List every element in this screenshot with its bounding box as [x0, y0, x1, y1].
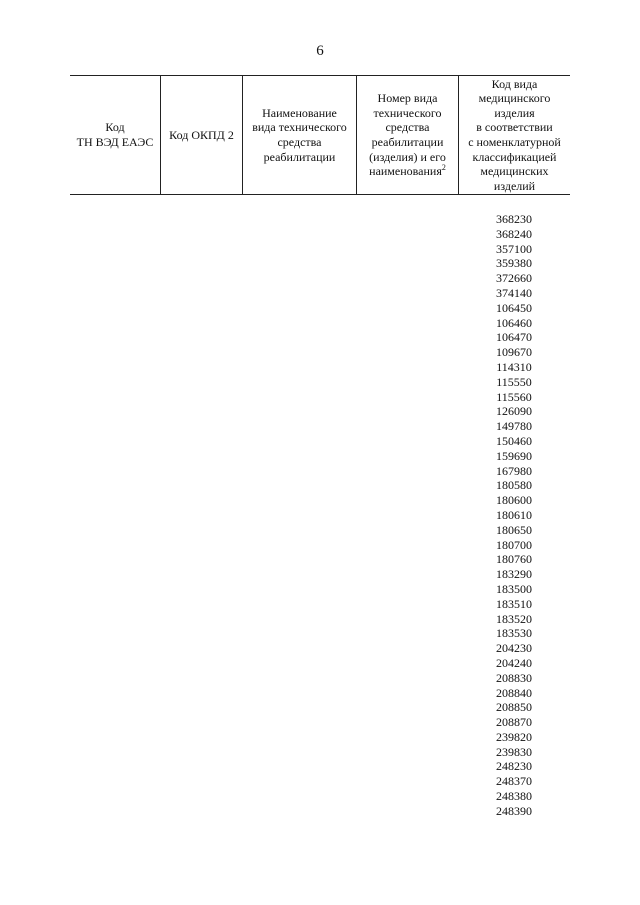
- header-tn-ved: [70, 76, 160, 194]
- medical-code: 357100: [496, 241, 532, 256]
- header-line: в соответствии: [476, 120, 553, 135]
- header-line: медицинских: [480, 164, 549, 179]
- header-line: классификацией: [472, 149, 557, 164]
- header-line: с номенклатурной: [468, 135, 561, 149]
- medical-code: 180580: [496, 478, 532, 493]
- header-type-number: [356, 76, 458, 194]
- medical-code: 114310: [496, 359, 532, 374]
- medical-code: 183500: [496, 581, 532, 596]
- header-name: [242, 76, 356, 194]
- cell-tn-ved: [70, 212, 160, 819]
- medical-code: 359380: [496, 256, 532, 271]
- medical-code: 109670: [496, 345, 532, 360]
- medical-code: 180650: [496, 522, 532, 537]
- medical-code: 180700: [496, 537, 532, 552]
- medical-code: 248370: [496, 774, 532, 789]
- medical-code: 374140: [496, 285, 532, 300]
- header-line: (изделия) и его: [369, 149, 446, 164]
- header-line: вида технического: [252, 120, 347, 135]
- medical-code: 372660: [496, 271, 532, 286]
- medical-code: 204230: [496, 641, 532, 656]
- header-line: изделия: [494, 105, 535, 120]
- medical-code: 183510: [496, 596, 532, 611]
- medical-code: 368240: [496, 226, 532, 241]
- medical-code: 106450: [496, 300, 532, 315]
- medical-code: 106470: [496, 330, 532, 345]
- header-line: реабилитации: [371, 135, 444, 149]
- header-line: Наименование: [262, 105, 337, 120]
- header-line: изделий: [493, 178, 536, 193]
- header-line: Номер вида: [377, 91, 438, 106]
- medical-code: 239830: [496, 744, 532, 759]
- header-line: Код ОКПД 2: [169, 127, 234, 142]
- medical-code: 204240: [496, 655, 532, 670]
- header-line: технического: [373, 105, 442, 120]
- medical-code: 180600: [496, 493, 532, 508]
- medical-codes-list: [458, 212, 570, 819]
- medical-code: 239820: [496, 729, 532, 744]
- footnote-mark: 2: [441, 163, 446, 173]
- header-line: реабилитации: [263, 149, 336, 164]
- cell-name: [242, 212, 356, 819]
- medical-code: 183530: [496, 626, 532, 641]
- medical-code: 167980: [496, 463, 532, 478]
- medical-code: 106460: [496, 315, 532, 330]
- header-medical-code: [458, 76, 570, 194]
- medical-code: 180760: [496, 552, 532, 567]
- cell-type-number: [356, 212, 458, 819]
- header-line: Код: [105, 120, 125, 135]
- page-number: 6: [316, 43, 324, 59]
- medical-code: 150460: [496, 433, 532, 448]
- medical-code: 208870: [496, 715, 532, 730]
- header-line: медицинского: [478, 91, 551, 106]
- table-body: [70, 195, 570, 819]
- header-line: средства: [277, 135, 322, 149]
- medical-code: 149780: [496, 419, 532, 434]
- medical-code: 248230: [496, 759, 532, 774]
- medical-code: 183520: [496, 611, 532, 626]
- medical-code: 115560: [496, 389, 532, 404]
- header-okpd2: [160, 76, 242, 194]
- medical-code: 115550: [496, 374, 532, 389]
- header-line: Код вида: [491, 76, 538, 91]
- header-line: средства: [385, 120, 430, 135]
- cell-okpd2: [160, 212, 242, 819]
- header-line-with-footnote: [369, 164, 446, 179]
- medical-code: 208830: [496, 670, 532, 685]
- table-header: [70, 75, 570, 195]
- header-text: наименования: [369, 164, 442, 179]
- medical-code: 368230: [496, 212, 532, 226]
- medical-code: 183290: [496, 567, 532, 582]
- medical-code: 159690: [496, 448, 532, 463]
- medical-code: 208850: [496, 700, 532, 715]
- medical-code: 126090: [496, 404, 532, 419]
- classification-table: [70, 75, 570, 819]
- medical-code: 248380: [496, 789, 532, 804]
- medical-code: 180610: [496, 507, 532, 522]
- medical-code: 208840: [496, 685, 532, 700]
- medical-code: 248390: [496, 803, 532, 818]
- header-line: ТН ВЭД ЕАЭС: [76, 135, 154, 149]
